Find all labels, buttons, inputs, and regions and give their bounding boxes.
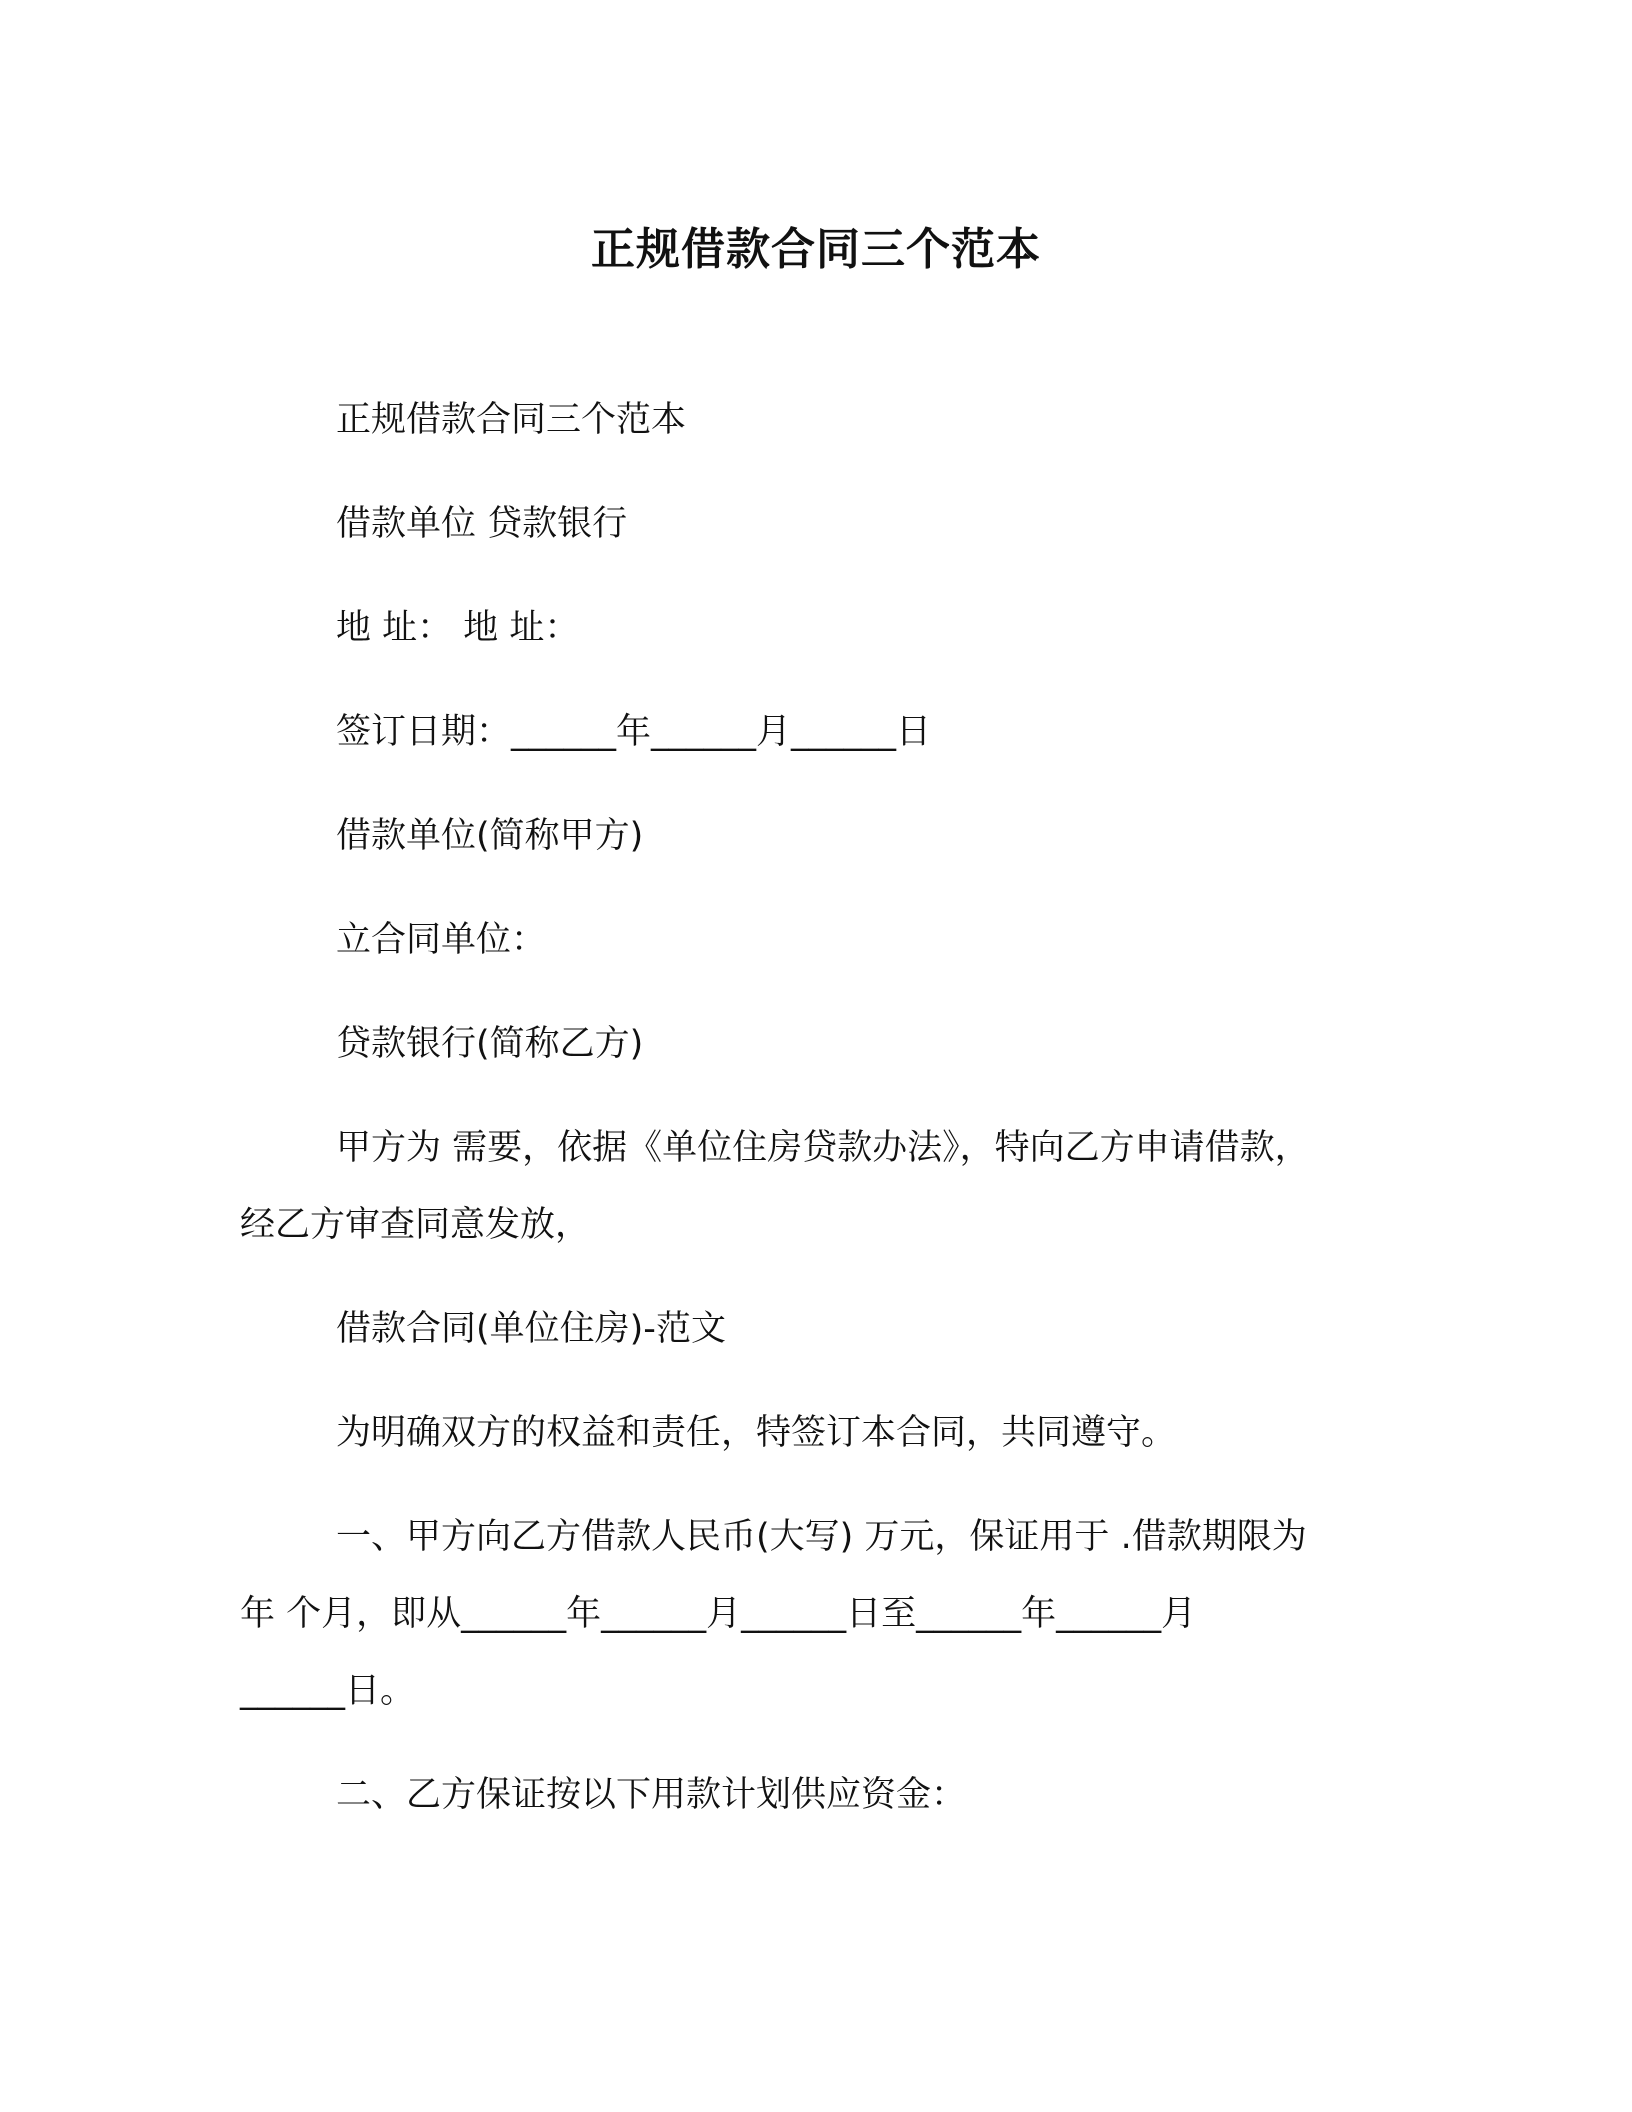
paragraph-application-line-2: 经乙方审查同意发放， (240, 1205, 591, 1245)
paragraph-address: 地 址： 地 址： (336, 608, 580, 648)
paragraph-purpose: 为明确双方的权益和责任，特签订本合同，共同遵守。 (336, 1413, 1177, 1453)
paragraph-contract-unit: 立合同单位： (336, 920, 547, 960)
clause-one-line-3: ______日。 (240, 1671, 416, 1711)
paragraph-party-b: 贷款银行(简称乙方) (336, 1024, 644, 1064)
paragraph-signing-date: 签订日期：______年______月______日 (336, 712, 932, 752)
paragraph-application-line-1: 甲方为 需要，依据《单位住房贷款办法》，特向乙方申请借款， (336, 1128, 1310, 1168)
paragraph-party-a: 借款单位(简称甲方) (336, 816, 644, 856)
paragraph-subtitle: 正规借款合同三个范本 (336, 400, 687, 440)
clause-two: 二、乙方保证按以下用款计划供应资金： (336, 1775, 967, 1815)
paragraph-parties: 借款单位 贷款银行 (336, 504, 628, 544)
document-title: 正规借款合同三个范本 (591, 224, 1041, 275)
clause-one-line-2: 年 个月，即从______年______月______日至______年______月 (240, 1594, 1197, 1634)
clause-one-line-1: 一、甲方向乙方借款人民币(大写) 万元，保证用于 .借款期限为 (336, 1517, 1307, 1557)
paragraph-contract-type: 借款合同(单位住房)-范文 (336, 1309, 726, 1349)
